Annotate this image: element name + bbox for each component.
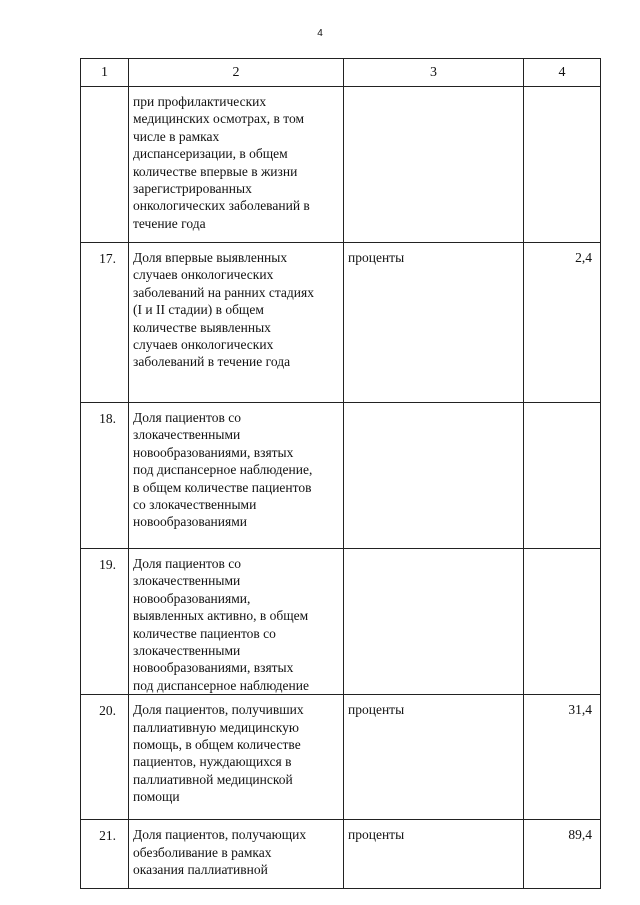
indicator-value: 2,4 <box>524 243 601 403</box>
indicator-description: при профилактических медицинских осмотрах, в том числе в рамках диспансеризации, в общем количестве впервые в жизни зарегистрированных онкологических заболеваний в течение года <box>129 87 344 243</box>
indicator-description: Доля пациентов, получающих обезболивание в рамках оказания паллиативной <box>129 820 344 889</box>
column-header-4: 4 <box>524 59 601 87</box>
indicator-unit: проценты <box>344 243 524 403</box>
indicator-value: 31,4 <box>524 695 601 820</box>
indicator-unit: проценты <box>344 695 524 820</box>
indicator-description: Доля пациентов со злокачественными новообразованиями, взятых под диспансерное наблюдение, в общем количестве пациентов со злокачественными новообразованиями <box>129 403 344 549</box>
table-row <box>81 403 601 549</box>
indicator-unit <box>344 403 524 549</box>
table-row <box>81 549 601 695</box>
row-number: 19. <box>81 549 129 695</box>
column-header-2: 2 <box>129 59 344 87</box>
indicator-value <box>524 549 601 695</box>
row-number: 17. <box>81 243 129 403</box>
indicator-description: Доля впервые выявленных случаев онкологических заболеваний на ранних стадиях (I и II стадии) в общем количестве выявленных случаев онкологических заболеваний в течение года <box>129 243 344 403</box>
table-row <box>81 695 601 820</box>
indicator-value <box>524 87 601 243</box>
indicator-value: 89,4 <box>524 820 601 889</box>
page-number: 4 <box>317 28 323 39</box>
indicator-description: Доля пациентов, получивших паллиативную медицинскую помощь, в общем количестве пациентов, нуждающихся в паллиативной медицинской помощи <box>129 695 344 820</box>
table-row <box>81 820 601 889</box>
table-row <box>81 87 601 243</box>
table-row <box>81 243 601 403</box>
indicator-unit <box>344 549 524 695</box>
indicator-table <box>80 58 601 889</box>
indicator-value <box>524 403 601 549</box>
column-header-3: 3 <box>344 59 524 87</box>
column-header-1: 1 <box>81 59 129 87</box>
indicator-unit: проценты <box>344 820 524 889</box>
table-header-row <box>81 59 601 87</box>
indicator-description: Доля пациентов со злокачественными новообразованиями, выявленных активно, в общем количестве пациентов со злокачественными новообразованиями, взятых под диспансерное наблюдение <box>129 549 344 695</box>
row-number <box>81 87 129 243</box>
indicator-unit <box>344 87 524 243</box>
row-number: 21. <box>81 820 129 889</box>
row-number: 20. <box>81 695 129 820</box>
row-number: 18. <box>81 403 129 549</box>
